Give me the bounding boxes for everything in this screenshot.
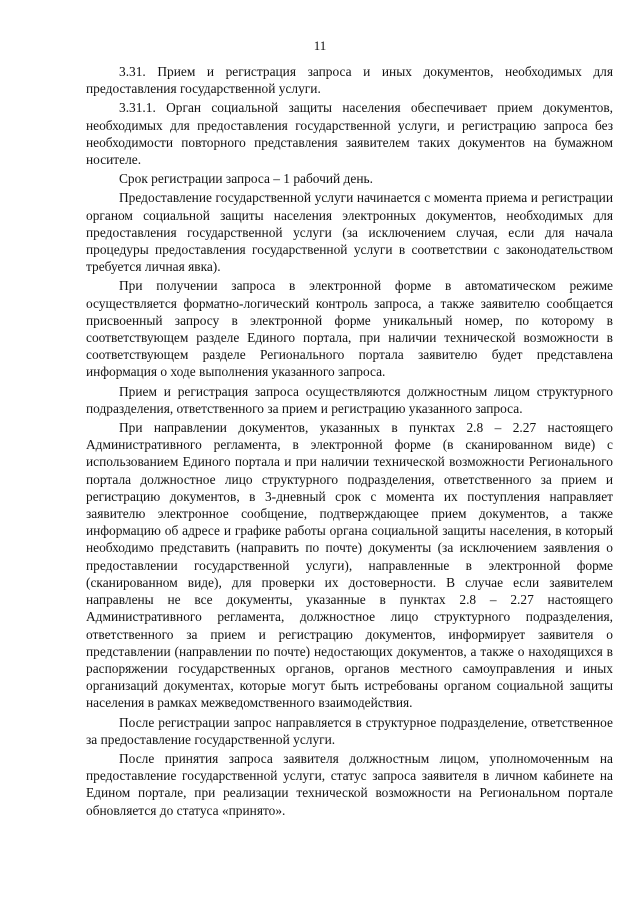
paragraph-service-start: Предоставление государственной услуги начинается с момента приема и регистрации органом социальной защиты населения электронных документов, необходимых для предоставления государственной услуги (за исключением случая, если для начала процедуры предоставления государственной услуги в соответствии с законодательством требуется личная явка). bbox=[86, 190, 613, 275]
paragraph-after-registration: После регистрации запрос направляется в структурное подразделение, ответственное за предоставление государственной услуги. bbox=[86, 714, 613, 747]
paragraph-documents-submission: При направлении документов, указанных в пунктах 2.8 – 2.27 настоящего Административного регламента, в электронной форме (в сканированном виде) с использованием Единого портала и при наличии технической возможности Регионального портала должностное лицо структурного подразделения, ответственного за прием и регистрацию документов, в 3-дневный срок с момента их поступления направляет заявителю электронное сообщение, подтверждающее прием документов, а также информацию об адресе и графике работы органа социальной защиты населения, в который необходимо представить (направить по почте) документы (за исключением заявления о предоставлении государственной услуги), направленные в электронной форме (сканированном виде), для проверки их достоверности. В случае если заявителем направлены не все документы, указанные в пунктах 2.8 – 2.27 настоящего Административного регламента, должностное лицо структурного подразделения, ответственного за прием и регистрацию документов, информирует заявителя о представлении (направлении по почте) недостающих документов, а также о находящихся в распоряжении государственных органов, органов местного самоуправления и иных организаций документах, которые могут быть истребованы органом социальной защиты населения в рамках межведомственного взаимодействия. bbox=[86, 420, 613, 711]
paragraph-registration-term: Срок регистрации запроса – 1 рабочий день. bbox=[119, 171, 373, 187]
paragraph-3-31-1: 3.31.1. Орган социальной защиты населения обеспечивает прием документов, необходимых для предоставления государственной услуги, и регистрацию запроса без необходимости повторного представления заявителем таких документов на бумажном носителе. bbox=[86, 100, 613, 168]
paragraph-status-update: После принятия запроса заявителя должностным лицом, уполномоченным на предоставление государственной услуги, статус запроса заявителя в личном кабинете на Едином портале, при реализации технической возможности на Региональном портале обновляется до статуса «принято». bbox=[86, 750, 613, 818]
paragraph-reception-registration: Прием и регистрация запроса осуществляются должностным лицом структурного подразделения, ответственного за прием и регистрацию указанного запроса. bbox=[86, 383, 613, 416]
paragraph-3-31: 3.31. Прием и регистрация запроса и иных документов, необходимых для предоставления государственной услуги. bbox=[86, 64, 613, 97]
document-body bbox=[86, 63, 613, 821]
paragraph-electronic-request: При получении запроса в электронной форме в автоматическом режиме осуществляется форматно-логический контроль запроса, а также заявителю сообщается присвоенный запросу в электронной форме уникальный номер, по которому в соответствующем разделе Единого портала, при наличии технической возможности в соответствующем разделе Регионального портала заявителю будет представлена информация о ходе выполнения указанного запроса. bbox=[86, 278, 613, 380]
page-number: 11 bbox=[313, 38, 327, 53]
